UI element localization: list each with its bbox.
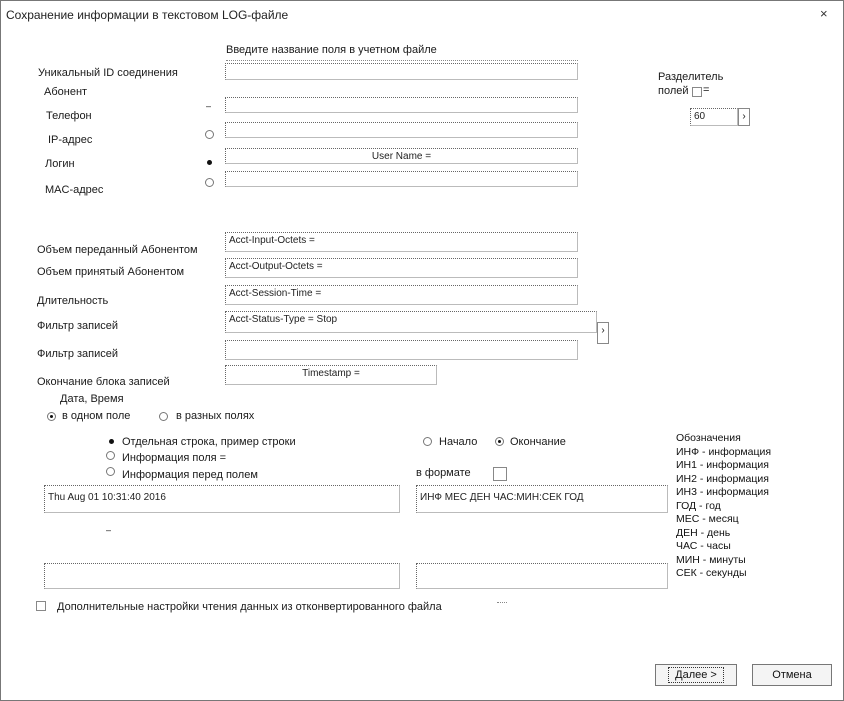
unique-id-label: Уникальный ID соединения	[38, 67, 178, 79]
label-sent-volume: Объем переданный Абонентом	[37, 244, 198, 256]
filter-arrow[interactable]: ›	[597, 322, 609, 344]
example-field[interactable]: Thu Aug 01 10:31:40 2016	[44, 485, 400, 513]
block-end-field[interactable]: Timestamp =	[225, 365, 437, 385]
legend-item: ГОД - год	[676, 499, 721, 512]
datetime-one-field-label: в одном поле	[62, 410, 131, 422]
legend-item: ИН2 - информация	[676, 472, 769, 485]
legend-title: Обозначения	[676, 432, 741, 444]
phone-selector[interactable]: –	[206, 101, 212, 111]
format-field[interactable]: ИНФ МЕС ДЕН ЧАС:МИН:СЕК ГОД	[416, 485, 668, 513]
separator-value[interactable]: 60	[690, 108, 738, 126]
legend-item: МИН - минуты	[676, 553, 746, 566]
label-received-volume: Объем принятый Абонентом	[37, 266, 185, 278]
ip-radio[interactable]	[205, 130, 214, 139]
separate-line-label: Отдельная строка, пример строки	[122, 436, 296, 448]
legend	[676, 432, 771, 581]
legend-item: ИН1 - информация	[676, 459, 769, 471]
label-block-end: Окончание блока записей	[37, 376, 170, 388]
sent-volume-field[interactable]: Acct-Input-Octets =	[225, 232, 578, 252]
label-phone: Телефон	[46, 110, 92, 122]
filter-field-2[interactable]	[225, 340, 578, 360]
close-icon[interactable]: ×	[820, 6, 828, 21]
extra-settings-mark	[497, 602, 507, 603]
separator-label-2: полей	[658, 85, 689, 97]
legend-item: СЕК - секунды	[676, 567, 747, 579]
duration-field[interactable]: Acct-Session-Time =	[225, 285, 578, 305]
separate-line-marker[interactable]	[109, 439, 114, 444]
end-radio[interactable]	[495, 437, 504, 446]
lower-field-2[interactable]	[416, 563, 668, 589]
end-label: Окончание	[510, 436, 566, 448]
datetime-separate-label: в разных полях	[176, 410, 255, 422]
label-filter-1: Фильтр записей	[37, 320, 119, 332]
separator-mark: =	[703, 84, 710, 96]
separator-spin[interactable]: ›	[738, 108, 750, 126]
mac-radio[interactable]	[205, 178, 214, 187]
separator-label: Разделитель	[658, 71, 724, 83]
fields-header: Введите название поля в учетном файле	[226, 44, 437, 56]
legend-item: ИНФ - информация	[676, 445, 772, 458]
format-check[interactable]	[493, 467, 507, 481]
label-ip: IP-адрес	[48, 134, 93, 146]
field-info-radio[interactable]	[106, 451, 115, 460]
separator-checkbox[interactable]	[692, 87, 702, 97]
label-duration: Длительность	[37, 295, 109, 307]
received-volume-field[interactable]: Acct-Output-Octets =	[225, 258, 578, 278]
label-filter-2: Фильтр записей	[37, 348, 119, 360]
next-button[interactable]: Далее >	[655, 664, 737, 686]
mac-field[interactable]	[225, 171, 578, 187]
lower-field-1[interactable]	[44, 563, 400, 589]
ip-field[interactable]	[225, 122, 578, 138]
legend-item: ДЕН - день	[676, 526, 731, 539]
legend-item: МЕС - месяц	[676, 513, 739, 525]
start-radio[interactable]	[423, 437, 432, 446]
legend-item: ЧАС - часы	[676, 540, 731, 552]
phone-field[interactable]	[225, 97, 578, 113]
login-field[interactable]: User Name =	[225, 148, 578, 164]
login-selected-marker[interactable]	[207, 160, 212, 165]
label-login: Логин	[45, 158, 75, 170]
extra-settings-checkbox[interactable]	[36, 601, 46, 611]
unique-id-field[interactable]	[225, 63, 578, 80]
window-title: Сохранение информации в текстовом LOG-файле	[6, 8, 289, 22]
label-mac: MAC-адрес	[45, 184, 104, 196]
before-field-radio[interactable]	[106, 467, 115, 476]
before-field-label: Информация перед полем	[122, 469, 258, 481]
start-label: Начало	[439, 436, 478, 448]
format-label: в формате	[416, 467, 471, 479]
label-subscriber: Абонент	[44, 86, 88, 98]
header-underline	[226, 60, 578, 61]
datetime-one-field-radio[interactable]	[47, 412, 56, 421]
datetime-separate-radio[interactable]	[159, 412, 168, 421]
legend-item: ИН3 - информация	[676, 486, 769, 498]
cancel-button[interactable]: Отмена	[752, 664, 832, 686]
datetime-label: Дата, Время	[60, 393, 124, 405]
small-marker: –	[106, 525, 112, 535]
field-info-label: Информация поля =	[122, 452, 227, 464]
extra-settings-label: Дополнительные настройки чтения данных из отконвертированного файла	[57, 601, 442, 613]
filter-field-1[interactable]: Acct-Status-Type = Stop	[225, 311, 597, 333]
